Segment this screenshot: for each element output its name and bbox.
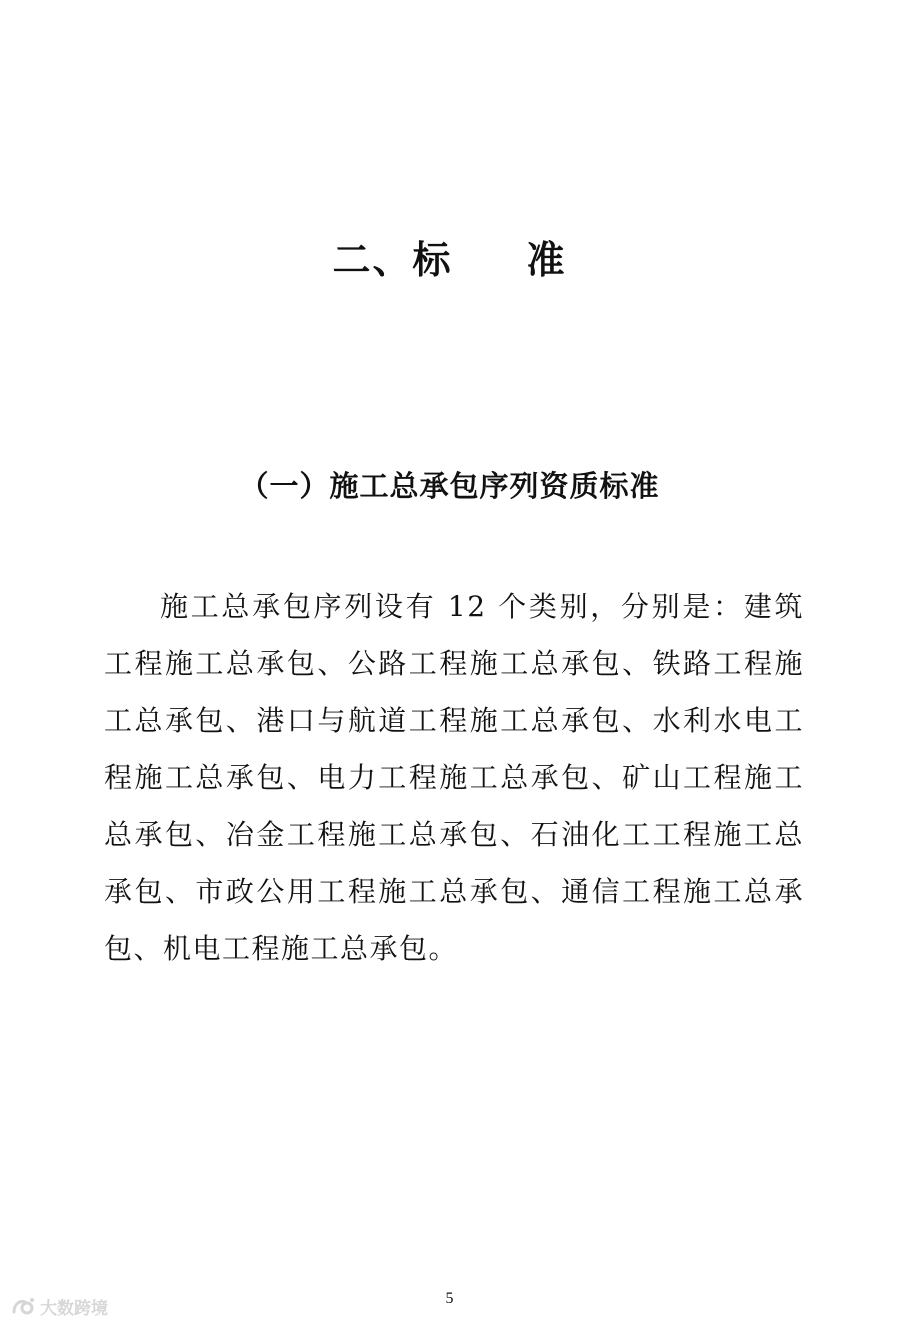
brand-logo-icon [10,1296,36,1318]
section-heading: （一）施工总承包序列资质标准 [239,469,660,503]
page-number: 5 [445,1290,454,1307]
title-part-2: 准 [526,238,567,282]
body-paragraph: 施工总承包序列设有 12 个类别，分别是：建筑工程施工总承包、公路工程施工总承包、铁路工程施工总承包、港口与航道工程施工总承包、水利水电工程施工总承包、电力工程施工总承包、矿山工程施工总承包、冶金工程施工总承包、石油化工工程施工总承包、市政公用工程施工总承包、通信工程施工总承包、机电工程施工总承包。 [104,590,804,965]
title-part-1: 二、标 [332,238,453,282]
watermark-text: 大数跨境 [40,1299,108,1319]
page-title [0,232,899,288]
watermark [10,1294,108,1319]
